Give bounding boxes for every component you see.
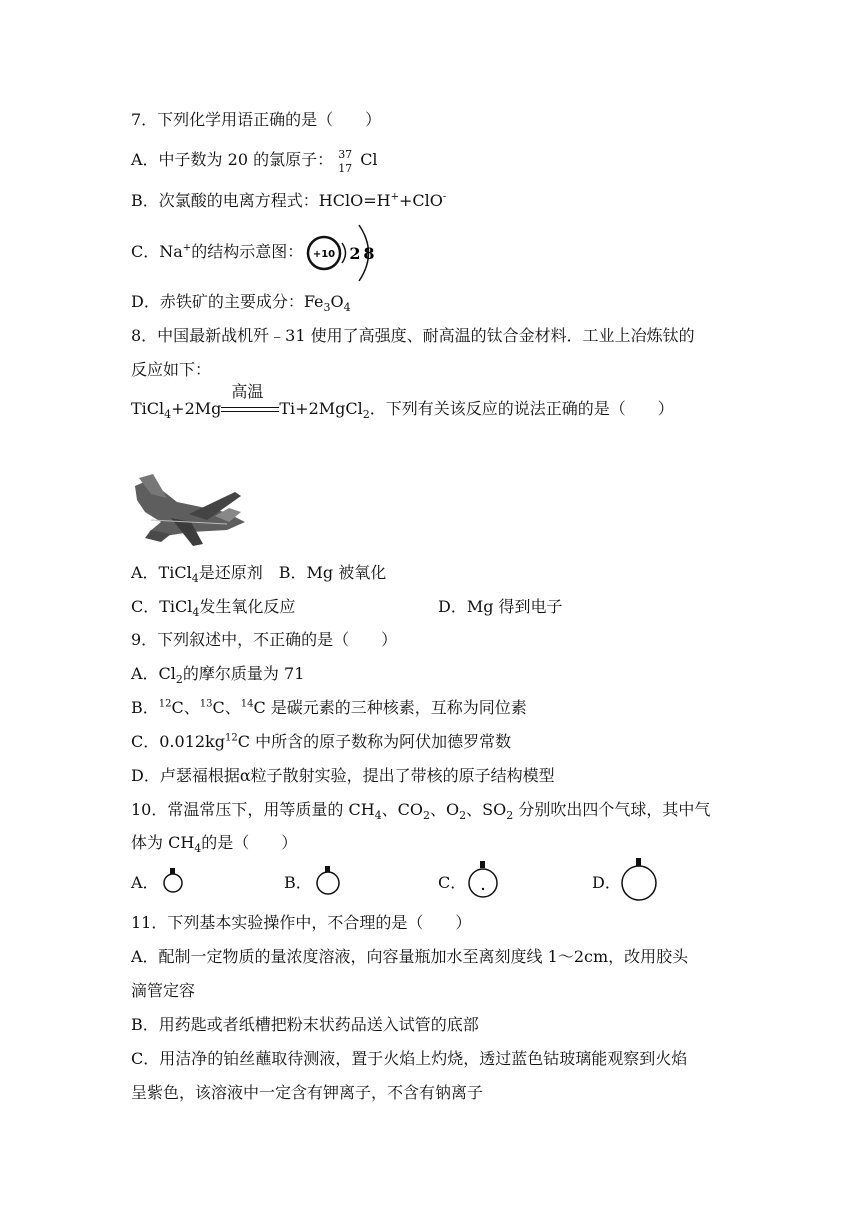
subscript: 4 (192, 606, 200, 620)
stem-text: 10．常温常压下，用等质量的 CH (131, 800, 375, 819)
mass-number: 14 (240, 698, 254, 710)
sodium-ion-structure-diagram (303, 220, 383, 286)
q7-c-label-pre: C．Na (131, 242, 183, 261)
element-symbol: Cl (360, 150, 378, 169)
eq-part: +2Mg (171, 399, 222, 418)
charge-sup: - (442, 191, 447, 203)
q11-option-a-line2: 滴管定容 (131, 981, 196, 1000)
q7-a-label: A．中子数为 20 的氯原子： (131, 150, 334, 169)
q9-option-d: D．卢瑟福根据α粒子散射实验，提出了带核的原子结构模型 (131, 766, 555, 785)
chlorine-nuclide (338, 147, 360, 175)
q7-c-label-post: 的结构示意图： (191, 242, 304, 261)
balloon-c-icon (466, 859, 500, 899)
option-text: C、 (171, 698, 200, 717)
stem-text: 、O (430, 800, 460, 819)
q9-option-a (131, 664, 305, 687)
atomic-number: 17 (338, 161, 353, 175)
mass-number: 12 (158, 698, 172, 710)
q7-b-mid: +ClO (398, 191, 443, 210)
q7-stem: 7．下列化学用语正确的是（ ） (131, 110, 382, 129)
subscript: 2 (175, 673, 183, 687)
q11-stem: 11．下列基本实验操作中，不合理的是（ ） (131, 913, 472, 932)
q8-option-a-b (131, 563, 387, 586)
q10-option-c-label: C． (438, 873, 467, 892)
stem-text: 分别吹出四个气球，其中气 (513, 800, 711, 819)
subscript: 4 (374, 809, 382, 823)
shell-2-electrons: 8 (363, 244, 375, 263)
mass-number: 37 (338, 147, 353, 161)
subscript: 3 (323, 301, 331, 315)
q7-b-label: B．次氯酸的电离方程式：HClO=H (131, 191, 391, 210)
charge-sup: + (182, 242, 192, 254)
q7-option-c (131, 242, 303, 262)
option-text: 是还原剂 B．Mg 被氧化 (198, 563, 387, 582)
arrow-line (221, 407, 279, 408)
balloon-a-icon (161, 866, 185, 894)
q11-option-b: B．用药匙或者纸槽把粉末状药品送入试管的底部 (131, 1015, 479, 1034)
q8-stem-line2: 反应如下： (131, 360, 212, 379)
q9-option-c (131, 732, 511, 752)
nucleus-charge: +10 (312, 249, 336, 260)
q9-option-b (131, 698, 527, 718)
subscript: 2 (459, 809, 467, 823)
balloon-d-icon (618, 856, 660, 902)
q7-option-a (131, 147, 378, 175)
option-text: A．Cl (131, 664, 176, 683)
option-text: C 是碳元素的三种核素，互称为同位素 (253, 698, 527, 717)
balloon-b-icon (313, 864, 343, 896)
subscript: 2 (423, 809, 431, 823)
stem-text: 、SO (466, 800, 507, 819)
stem-text: 体为 CH (131, 833, 195, 852)
eq-part: Ti+2MgCl (279, 399, 363, 418)
option-text: C．0.012kg (131, 732, 225, 751)
option-text: 发生氧化反应 (199, 597, 296, 616)
q11-option-c-line2: 呈紫色，该溶液中一定含有钾离子，不含有钠离子 (131, 1083, 484, 1102)
q7-option-d (131, 292, 351, 315)
subscript: 2 (362, 408, 370, 422)
option-text: C．TiCl (131, 597, 193, 616)
q9-stem: 9．下列叙述中，不正确的是（ ） (131, 630, 398, 649)
option-text: C 中所含的原子数称为阿伏加德罗常数 (237, 732, 512, 751)
option-text: C、 (212, 698, 241, 717)
shell-1-electrons: 2 (349, 244, 361, 263)
arrow-line (221, 411, 279, 412)
charge-sup: + (390, 191, 399, 203)
eq-part: TiCl (131, 399, 165, 418)
q10-stem-line1 (131, 800, 711, 823)
subscript: 4 (164, 408, 172, 422)
shell-arc-1 (342, 243, 346, 263)
q10-option-a-label: A． (131, 873, 159, 892)
subscript: 4 (191, 572, 199, 586)
q10-stem-line2 (131, 833, 298, 856)
q10-option-d-label: D． (592, 873, 621, 892)
eq-part: ．下列有关该反应的说法正确的是（ ） (369, 399, 674, 418)
q8-option-d: D．Mg 得到电子 (438, 597, 563, 616)
option-text: 的摩尔质量为 71 (182, 664, 305, 683)
q10-option-b-label: B． (284, 873, 312, 892)
q7-d-label: D．赤铁矿的主要成分：Fe (131, 292, 324, 311)
reaction-condition: 高温 (231, 381, 264, 401)
mass-number: 13 (199, 698, 213, 710)
option-text: B． (131, 698, 159, 717)
q8-option-c (131, 597, 296, 620)
q8-stem-line1: 8．中国最新战机歼﹣31 使用了高强度、耐高温的钛合金材料．工业上冶炼钛的 (131, 326, 695, 345)
reaction-arrow (221, 381, 279, 420)
option-text: A．TiCl (131, 563, 192, 582)
fighter-jet-image (131, 472, 249, 548)
subscript: 4 (194, 842, 202, 856)
q11-option-c-line1: C．用洁净的铂丝蘸取待测液，置于火焰上灼烧，透过蓝色钴玻璃能观察到火焰 (131, 1049, 688, 1068)
stem-text: 的是（ ） (201, 833, 298, 852)
subscript: 4 (343, 301, 351, 315)
q8-equation (131, 381, 674, 422)
mass-number: 12 (225, 732, 238, 744)
subscript: 2 (506, 809, 514, 823)
stem-text: 、CO (381, 800, 424, 819)
q7-option-b (131, 191, 446, 211)
q7-d-oxygen: O (330, 292, 344, 311)
q11-option-a-line1: A．配制一定物质的量浓度溶液，向容量瓶加水至离刻度线 1～2cm，改用胶头 (131, 947, 689, 966)
